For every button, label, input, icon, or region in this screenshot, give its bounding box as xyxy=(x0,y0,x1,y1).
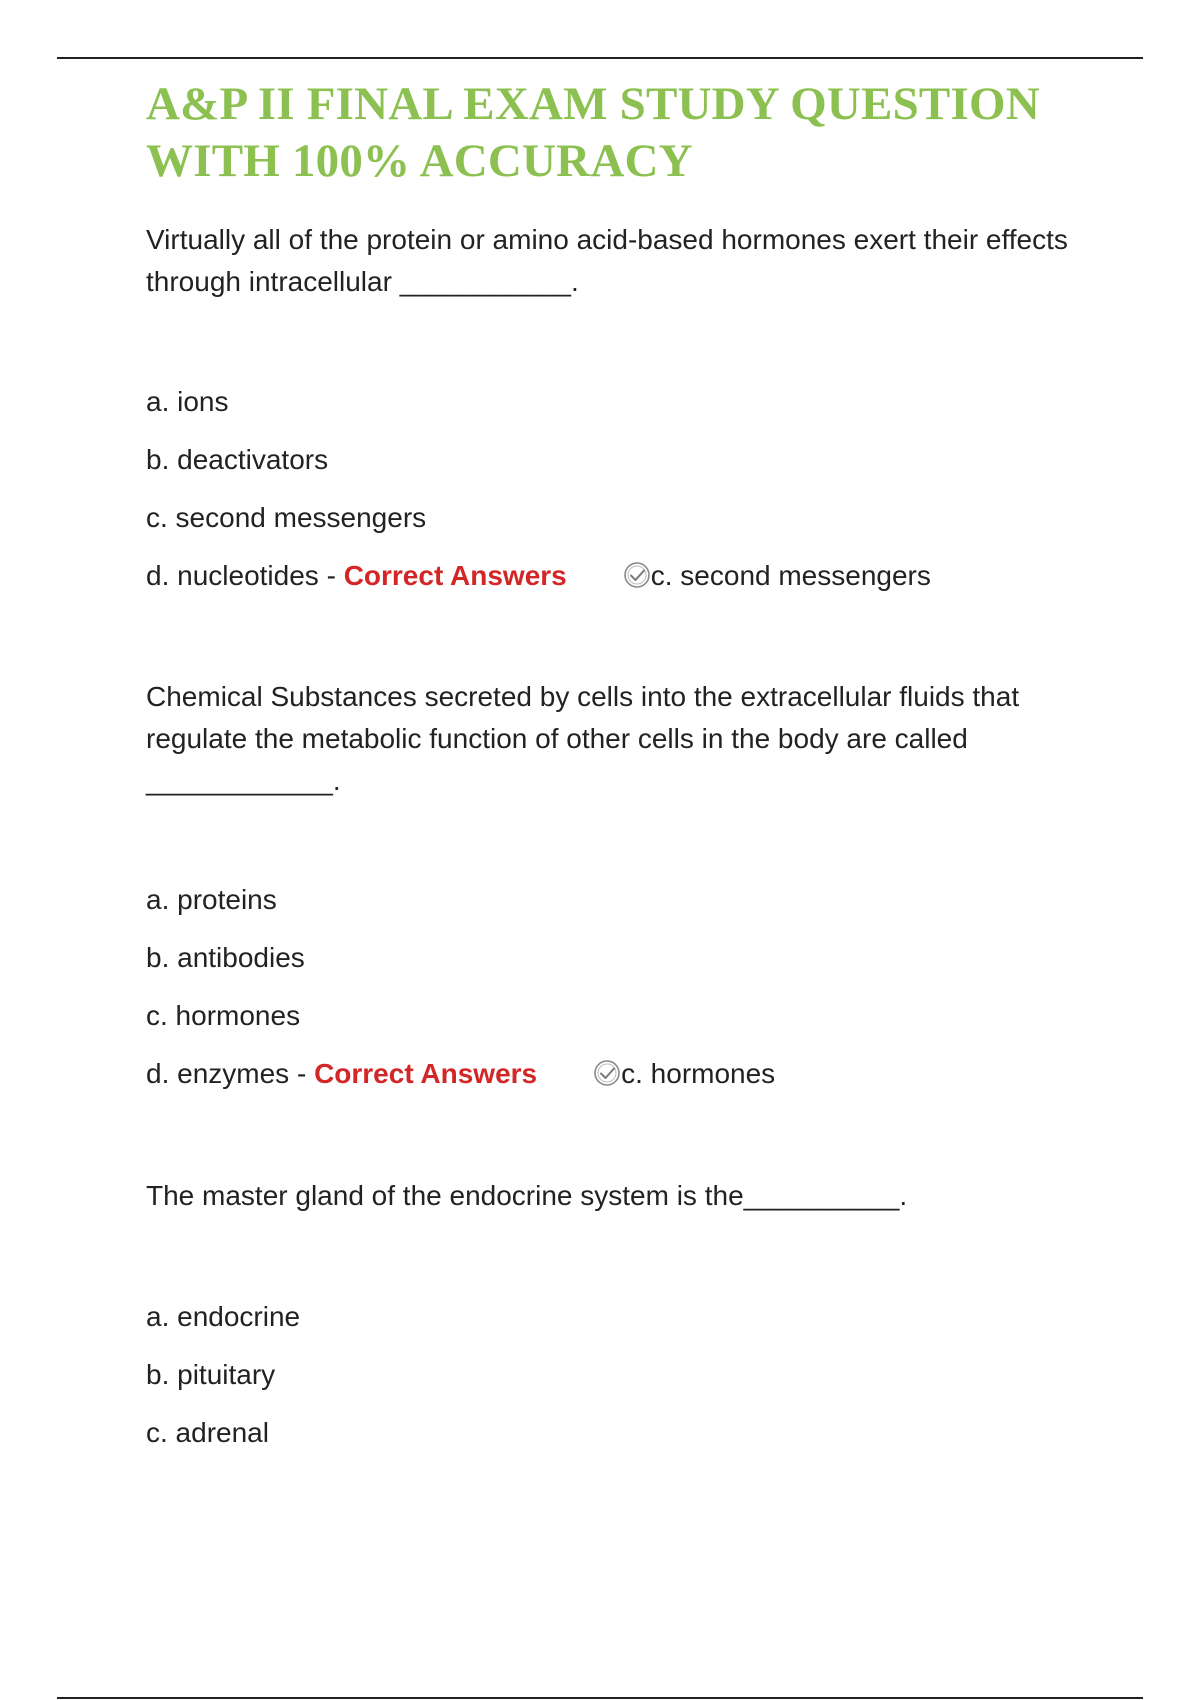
check-circle-icon xyxy=(593,1059,621,1087)
option-text: b. antibodies xyxy=(146,942,305,973)
option-text: a. proteins xyxy=(146,884,277,915)
option-item xyxy=(146,547,1086,605)
option-item xyxy=(146,431,1086,489)
option-item xyxy=(146,489,1086,547)
options-list xyxy=(146,1288,1086,1462)
option-item xyxy=(146,987,1086,1045)
top-rule xyxy=(57,57,1143,59)
option-item xyxy=(146,1346,1086,1404)
option-text: d. enzymes xyxy=(146,1058,290,1089)
option-item xyxy=(146,373,1086,431)
correct-answers-label: Correct Answers xyxy=(314,1058,538,1089)
answer-text: c. second messengers xyxy=(650,560,931,591)
question-text: Chemical Substances secreted by cells into the extracellular fluids that regulate the metabolic function of other cells in the body are called ____________. xyxy=(146,681,1020,796)
option-text: c. second messengers xyxy=(146,502,427,533)
answer-text: c. hormones xyxy=(621,1058,776,1089)
option-text: c. adrenal xyxy=(146,1417,269,1448)
option-separator: - xyxy=(289,1058,315,1089)
option-item xyxy=(146,871,1086,929)
options-list xyxy=(146,373,1086,605)
question-text: The master gland of the endocrine system is the__________. xyxy=(146,1180,908,1211)
check-circle-icon xyxy=(623,561,651,589)
option-text: d. nucleotides xyxy=(146,560,319,591)
answer xyxy=(593,1045,775,1103)
question-text: Virtually all of the protein or amino acid-based hormones exert their effects through intracellular ___________. xyxy=(146,224,1068,297)
answer xyxy=(623,547,931,605)
document-title: A&P II FINAL EXAM STUDY QUESTION WITH 100% ACCURACY xyxy=(146,78,1040,187)
option-item xyxy=(146,929,1086,987)
options-list xyxy=(146,871,1086,1103)
option-item xyxy=(146,1045,1086,1103)
option-text: b. deactivators xyxy=(146,444,329,475)
option-text: a. endocrine xyxy=(146,1301,301,1332)
bottom-rule xyxy=(57,1697,1143,1699)
option-text: b. pituitary xyxy=(146,1359,276,1390)
document-body xyxy=(146,70,1086,1462)
option-separator: - xyxy=(318,560,344,591)
option-text: a. ions xyxy=(146,386,229,417)
option-item xyxy=(146,1404,1086,1462)
correct-answers-label: Correct Answers xyxy=(343,560,567,591)
option-item xyxy=(146,1288,1086,1346)
option-text: c. hormones xyxy=(146,1000,301,1031)
